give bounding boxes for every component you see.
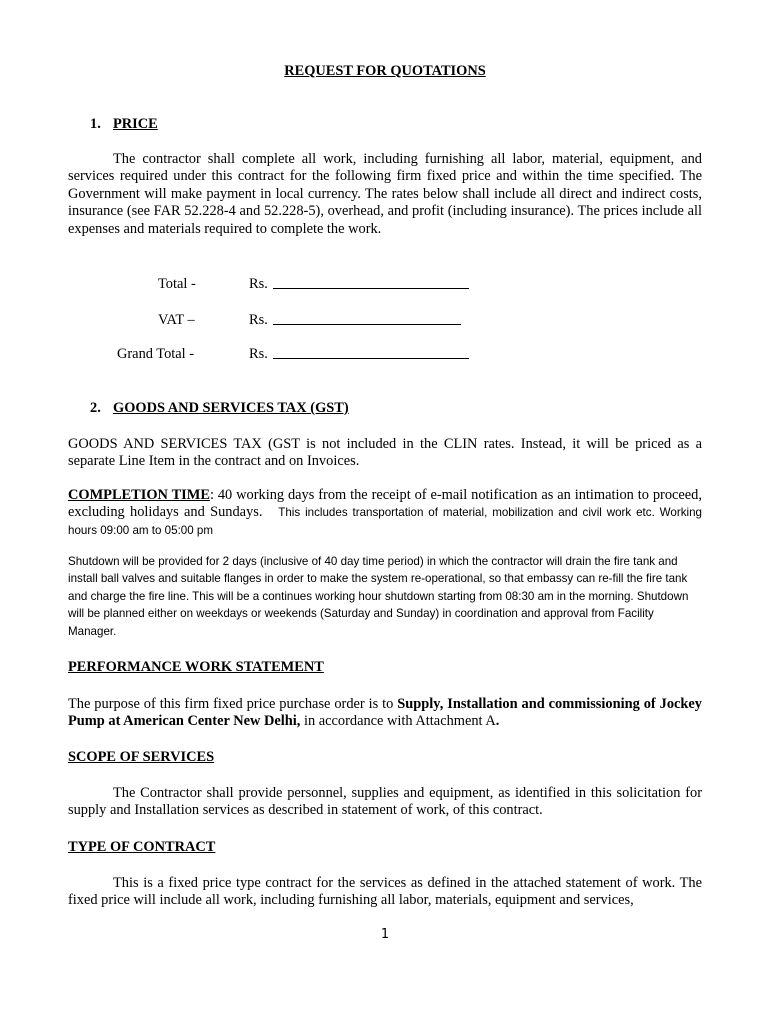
scope-body: The Contractor shall provide personnel, supplies and equipment, as identified in this solicitation for supply and Installation services as described in statement of work, of this contract. — [68, 785, 702, 819]
contract-type-heading: TYPE OF CONTRACT — [68, 839, 216, 855]
section-1-body: The contractor shall complete all work, including furnishing all labor, material, equipment, and services required under this contract for the following firm fixed price and within the time specified. The Government will make payment in local currency. The rates below shall include all direct and indirect costs, insurance (see FAR 52.228-4 and 52.228-5), overhead, and profit (including insurance). The prices include all expenses and materials required to complete the work. — [68, 151, 702, 237]
page-number: 1 — [380, 927, 390, 942]
pws-outro-period: . — [495, 713, 500, 730]
price-blank-field[interactable] — [273, 312, 461, 325]
section-2-heading: GOODS AND SERVICES TAX (GST) — [113, 400, 349, 416]
price-row-currency: Rs. — [249, 346, 268, 362]
scope-heading: SCOPE OF SERVICES — [68, 749, 215, 765]
completion-time-heading: COMPLETION TIME — [68, 487, 210, 503]
section-1-heading: PRICE — [113, 116, 158, 132]
price-row-currency: Rs. — [249, 312, 268, 328]
section-2-body: GOODS AND SERVICES TAX (GST is not included in the CLIN rates. Instead, it will be priced as a separate Line Item in the contract and on Invoices. — [68, 436, 702, 470]
shutdown-paragraph: Shutdown will be provided for 2 days (inclusive of 40 day time period) in which the contractor will drain the fire tank and install ball valves and suitable flanges in order to make the system re-operational, so that embassy can re-fill the fire tank and charge the fire line. This will be a continues working hour shutdown starting from 08:30 am in the morning. Shutdown will be planned either on weekdays or weekends (Saturday and Sunday) in coordination and approval from Facility Manager. — [68, 555, 689, 638]
pws-heading: PERFORMANCE WORK STATEMENT — [68, 659, 324, 675]
price-row-label: Total - — [158, 276, 196, 292]
pws-intro: The purpose of this firm fixed price purchase order is to — [68, 696, 398, 712]
pws-bold-subject: Supply, Installation and commissioning of Jockey Pump at American Center New Delhi, — [68, 696, 703, 730]
completion-time-text: : 40 working days from the receipt of e-mail notification as an intimation to proceed, excluding holidays and Sundays. — [68, 487, 702, 521]
document-title: REQUEST FOR QUOTATIONS — [284, 63, 486, 79]
completion-time-note: This includes transportation of material, mobilization and civil work etc. Working hours 09:00 am to 05:00 pm — [68, 506, 702, 537]
section-1-number: 1. — [90, 116, 101, 132]
pws-outro: in accordance with Attachment A — [300, 713, 496, 730]
completion-time-paragraph — [68, 487, 702, 539]
pws-body — [68, 696, 702, 731]
price-row-label: Grand Total - — [117, 346, 195, 362]
price-row-label: VAT – — [158, 312, 195, 328]
section-2-number: 2. — [90, 400, 101, 416]
price-blank-field[interactable] — [273, 346, 469, 359]
price-blank-field[interactable] — [273, 276, 469, 289]
contract-type-body: This is a fixed price type contract for the services as defined in the attached statement of work. The fixed price will include all work, including furnishing all labor, materials, equipment and services, — [68, 875, 702, 909]
price-row-currency: Rs. — [249, 276, 268, 292]
